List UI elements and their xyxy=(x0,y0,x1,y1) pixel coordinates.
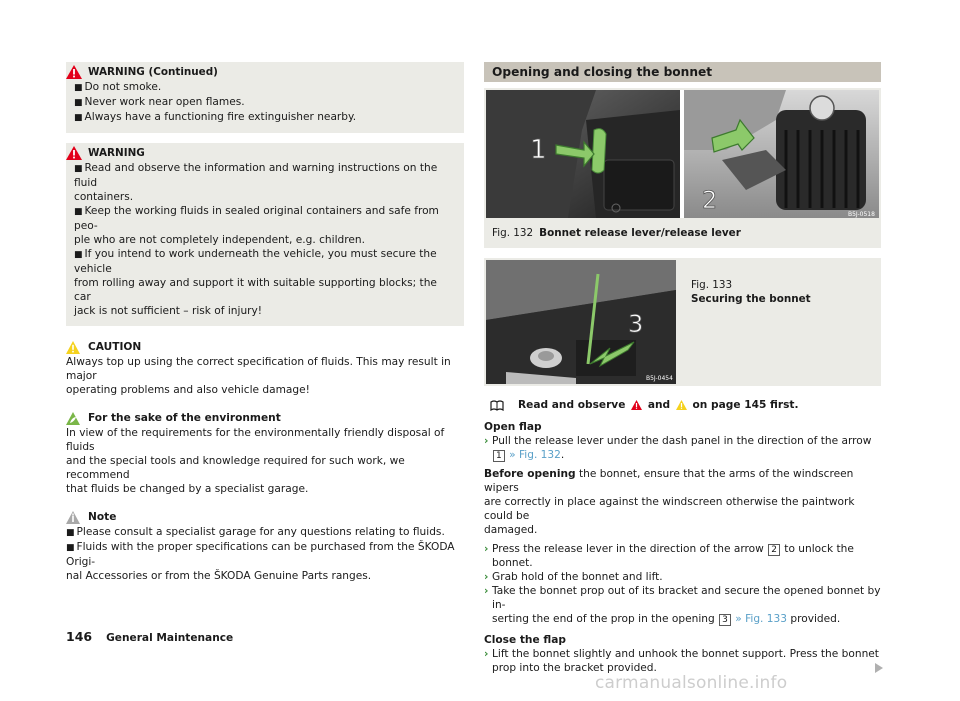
figure-132 xyxy=(484,88,881,248)
list-item: ■ Never work near open flames. xyxy=(74,96,245,108)
note-notice xyxy=(66,509,464,583)
caution-title: CAUTION xyxy=(88,341,142,353)
step-item: › Press the release lever in the direction of the arrow 2 to unlock the bonnet. xyxy=(484,543,854,569)
list-item: ■ Always have a functioning fire extinguisher nearby. xyxy=(74,111,357,123)
arrow-tag: 1 xyxy=(493,450,505,462)
caution-text: Always top up using the correct specification of fluids. This may result in major operating problems and also vehicle damage! xyxy=(66,356,451,396)
figure-133 xyxy=(484,258,881,386)
step-arrow-icon: › xyxy=(484,543,489,555)
warning-continued-box xyxy=(66,62,464,133)
arrow-tag: 2 xyxy=(768,544,780,556)
open-flap-heading: Open flap xyxy=(484,421,542,433)
book-icon xyxy=(490,400,504,411)
step-arrow-icon: › xyxy=(484,585,489,597)
step-item: › Grab hold of the bonnet and lift. xyxy=(484,571,663,583)
note-title: Note xyxy=(88,511,117,523)
page-footer xyxy=(66,630,233,645)
svg-text:2: 2 xyxy=(702,186,718,214)
page-number: 146 xyxy=(66,629,93,644)
step-item: › Pull the release lever under the dash panel in the direction of the arrow 1 » Fig. 132. xyxy=(484,435,872,461)
step-item: › Lift the bonnet slightly and unhook the bonnet support. Press the bonnet prop into the bracket provided. xyxy=(484,647,881,675)
bonnet-prop-photo xyxy=(486,260,676,384)
warning-title: WARNING xyxy=(88,147,145,159)
figure-link[interactable]: » Fig. 133 xyxy=(735,613,788,625)
svg-text:3: 3 xyxy=(628,310,644,338)
svg-text:B5J-0454: B5J-0454 xyxy=(646,375,673,382)
list-item: ■ Fluids with the proper specifications can be purchased from the ŠKODA Origi- nal Accessories or from the ŠKODA Genuine Parts ranges. xyxy=(66,541,455,582)
environment-notice xyxy=(66,410,464,496)
right-column xyxy=(484,62,881,675)
warning-icon xyxy=(66,65,82,79)
environment-title: For the sake of the environment xyxy=(88,412,281,424)
list-item: ■ Read and observe the information and warning instructions on the fluid containers. xyxy=(74,162,438,203)
svg-text:1: 1 xyxy=(530,135,547,165)
warning-continued-title: WARNING (Continued) xyxy=(88,66,218,78)
figure-132-caption: Fig. 132 Bonnet release lever/release lever xyxy=(492,227,741,239)
figure-code: B5J-0518 xyxy=(848,211,875,218)
step-arrow-icon: › xyxy=(484,435,489,447)
close-flap-heading: Close the flap xyxy=(484,634,566,646)
read-observe-note: Read and observe and on page 145 first. xyxy=(484,397,881,413)
warning-icon xyxy=(66,146,82,160)
list-item: ■ Do not smoke. xyxy=(74,81,162,93)
environment-text: In view of the requirements for the environmentally friendly disposal of fluids and the special tools and knowledge required for such work, we recommend that fluids be changed by a specialist garage. xyxy=(66,427,445,495)
opening-tag: 3 xyxy=(719,614,731,626)
step-item: › Take the bonnet prop out of its bracket and secure the opened bonnet by in- serting the end of the prop in the opening 3 » Fig. 133 provided. xyxy=(484,585,881,625)
list-item: ■ Please consult a specialist garage for any questions relating to fluids. xyxy=(66,526,445,538)
bonnet-release-photo xyxy=(486,90,879,218)
footer-section: General Maintenance xyxy=(106,632,234,644)
step-arrow-icon: › xyxy=(484,571,489,583)
continue-arrow-icon xyxy=(875,663,883,673)
list-item: ■ If you intend to work underneath the vehicle, you must secure the vehicle from rolling away and support it with suitable supporting blocks; the car jack is not sufficient – risk of injury! xyxy=(74,248,437,317)
figure-133-caption: Fig. 133 Securing the bonnet xyxy=(691,279,811,305)
figure-link[interactable]: » Fig. 132 xyxy=(509,449,561,461)
caution-icon xyxy=(66,341,80,354)
list-item: ■ Keep the working fluids in sealed original containers and safe from peo- ple who are not completely independent, e.g. children. xyxy=(74,205,439,246)
warning-icon xyxy=(631,400,642,410)
step-arrow-icon: › xyxy=(484,648,489,660)
warning-box xyxy=(66,143,464,326)
left-column xyxy=(66,62,464,583)
caution-notice xyxy=(66,339,464,397)
before-opening-paragraph: Before opening the bonnet, ensure that the arms of the windscreen wipers are correctly in place against the windscreen otherwise the paintwork could be damaged. xyxy=(484,468,855,536)
watermark: carmanualsonline.info xyxy=(595,673,788,693)
note-icon xyxy=(66,511,80,524)
caution-icon xyxy=(676,400,687,410)
section-title: Opening and closing the bonnet xyxy=(484,62,881,82)
environment-icon xyxy=(66,412,80,425)
